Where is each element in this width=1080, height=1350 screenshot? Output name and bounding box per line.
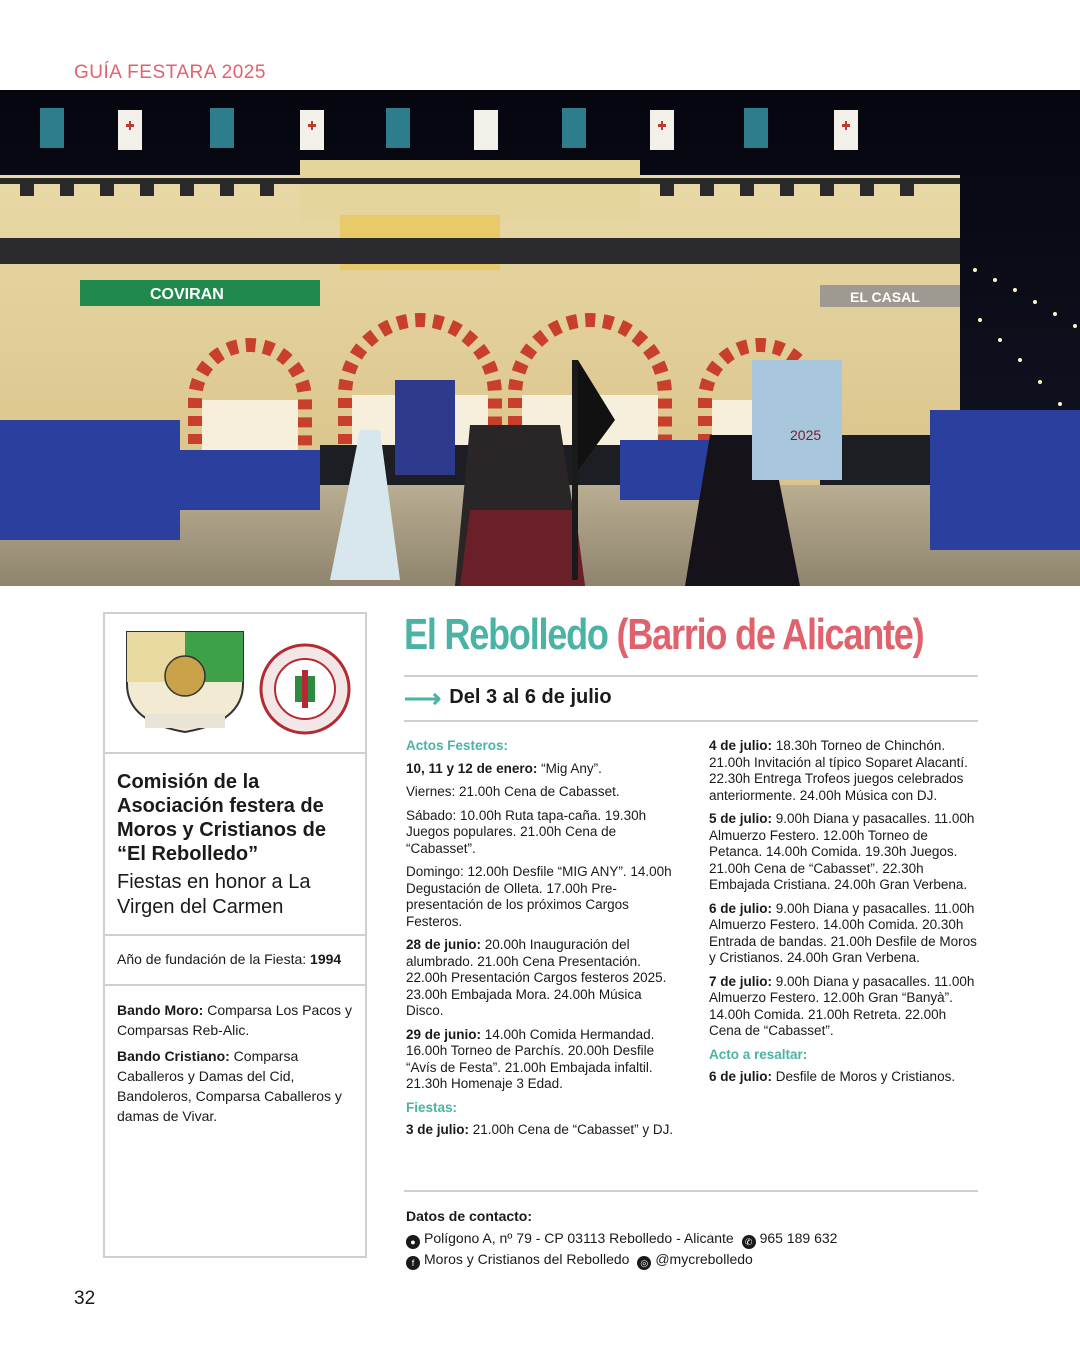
- association-logos: [105, 614, 365, 750]
- founded-year: 1994: [310, 951, 342, 967]
- contact-title: Datos de contacto:: [406, 1208, 533, 1224]
- contact-instagram[interactable]: @mycrebolledo: [655, 1251, 753, 1267]
- commission-heading: Comisión de la Asociación festera de Moros y Cristianos de “El Rebolledo”: [117, 771, 326, 865]
- dates-line: [404, 682, 612, 713]
- contact-address: Polígono A, nº 79 - CP 03113 Rebolledo - Alicante: [424, 1230, 734, 1246]
- phone-icon: ✆: [742, 1235, 756, 1249]
- program-item: 28 de junio: 20.00h Inauguración del alumbrado. 21.00h Cena Presentación. 22.00h Presentación Cargos festeros 2025. 23.00h Embajada Mora. 24.00h Música Disco.: [406, 937, 667, 1018]
- contact-phone[interactable]: 965 189 632: [759, 1230, 838, 1246]
- logos: [105, 614, 365, 754]
- program-item: 7 de julio: 9.00h Diana y pasacalles. 11.00h Almuerzo Festero. 12.00h Gran “Banyà”. 14.00h Comida. 21.00h Retreta. 22.00h Cena de “Cabasset”.: [709, 973, 975, 1038]
- facebook-icon: f: [406, 1256, 420, 1270]
- running-head: GUÍA FESTARA 2025: [74, 62, 266, 83]
- program-item: 5 de julio: 9.00h Diana y pasacalles. 11.00h Almuerzo Festero. 12.00h Torneo de Petanca. 14.00h Comida. 19.30h Juegos. 21.00h Cena de “Cabasset”. 22.30h Embajada Cristiana. 24.00h Gran Verbena.: [709, 811, 975, 892]
- program-item: 29 de junio: 14.00h Comida Hermandad. 16.00h Torneo de Parchís. 20.00h Desfile “Avís de Festa”. 21.00h Embajada infaltil. 21.30h Homenaje 3 Edad.: [406, 1026, 655, 1091]
- contact-facebook[interactable]: Moros y Cristianos del Rebolledo: [424, 1251, 630, 1267]
- resaltar-heading: Acto a resaltar:: [709, 1046, 808, 1062]
- bando-cristiano-label: Bando Cristiano:: [117, 1048, 230, 1064]
- contact-rule: [404, 1190, 978, 1192]
- bandos-block: [105, 986, 365, 1146]
- fiesta-dedication: Fiestas en honor a La Virgen del Carmen: [117, 871, 311, 918]
- program-item: 4 de julio: 18.30h Torneo de Chinchón. 21.00h Invitación al típico Soparet Alacantí. 22.30h Entrega Trofeos juegos celebrados anteriormente. 24.00h Música con DJ.: [709, 738, 968, 803]
- actos-heading: Actos Festeros:: [406, 738, 509, 753]
- banner-year: 2025: [790, 427, 822, 443]
- festival-photo: [0, 90, 1080, 586]
- title-main: El Rebolledo: [404, 610, 608, 659]
- program-item: 6 de julio: Desfile de Moros y Cristianos.: [709, 1069, 956, 1084]
- title-sub: (Barrio de Alicante): [616, 610, 924, 659]
- program-item: Viernes: 21.00h Cena de Cabasset.: [406, 784, 620, 799]
- founded-block: [105, 936, 365, 986]
- instagram-icon: ◎: [637, 1256, 651, 1270]
- contact-block: [406, 1206, 837, 1270]
- dates-rule: [404, 720, 978, 722]
- sign-right: EL CASAL: [850, 289, 920, 305]
- sign-left: COVIRAN: [150, 286, 224, 303]
- location-icon: ●: [406, 1235, 420, 1249]
- sidebar: [103, 612, 367, 1258]
- bando-moro-text: Comparsa Los Pacos y Comparsas Reb-Alic.: [117, 1002, 352, 1038]
- founded-label: Año de fundación de la Fiesta:: [117, 951, 307, 967]
- dates-text: Del 3 al 6 de julio: [449, 686, 612, 708]
- program-item: 3 de julio: 21.00h Cena de “Cabasset” y DJ.: [406, 1122, 674, 1137]
- title-rule: [404, 675, 978, 677]
- fiestas-heading: Fiestas:: [406, 1099, 458, 1115]
- arrow-right-icon: ⟶: [404, 682, 442, 713]
- page-title: [404, 610, 923, 660]
- page-number: 32: [74, 1288, 96, 1309]
- bando-cristiano-text: Comparsa Caballeros y Damas del Cid, Bandoleros, Comparsa Caballeros y damas de Vivar.: [117, 1048, 342, 1124]
- sidebar-heading-block: [105, 754, 365, 936]
- program-item: Domingo: 12.00h Desfile “MIG ANY”. 14.00h Degustación de Olleta. 17.00h Pre-presentación de los próximos Cargos Festeros.: [406, 864, 672, 929]
- bando-moro-label: Bando Moro:: [117, 1002, 204, 1018]
- program-item: Sábado: 10.00h Ruta tapa-caña. 19.30h Juegos populares. 21.00h Cena de “Cabasset”.: [406, 807, 647, 856]
- program-column-right: [709, 738, 979, 1093]
- program-item: 6 de julio: 9.00h Diana y pasacalles. 11.00h Almuerzo Festero. 14.00h Comida. 20.30h Entrada de bandas. 21.00h Desfile de Moros y Cristianos. 24.00h Gran Verbena.: [709, 900, 977, 965]
- program-item: 10, 11 y 12 de enero: “Mig Any”.: [406, 760, 602, 776]
- program-column-left: [406, 738, 678, 1146]
